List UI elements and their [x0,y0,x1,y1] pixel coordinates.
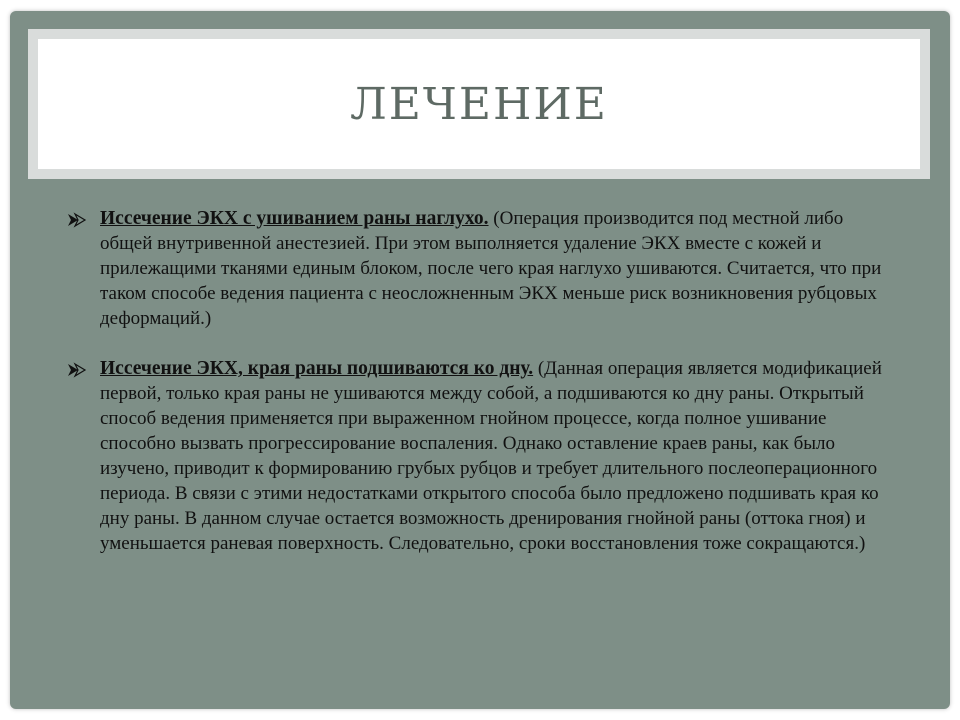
arrow-bullet-icon [66,212,88,228]
title-frame [28,29,930,179]
bullet-body-text: (Операция производится под местной либо общей внутривенной анестезией. При этом выполняется удаление ЭКХ вместе с кожей и прилежащими тканями единым блоком, после чего края наглухо ушиваются. Считается, что при таком способе ведения пациента с неосложненным ЭКХ меньше риск возникновения рубцовых деформаций.) [100,208,882,329]
bullet-body-text: (Данная операция является модификацией первой, только края раны не ушиваются между собой, а подшиваются ко дну раны. Открытый способ ведения применяется при выраженном гнойном процессе, когда полное ушивание способно вызвать прогрессирование воспаления. Однако оставление краев раны, как было изучено, приводит к формированию грубых рубцов и требует длительного послеоперационного периода. В связи с этими недостатками открытого способа было предложено подшивать края ко дну раны. В данном случае остается возможность дренирования гнойной раны (оттока гноя) и уменьшается раневая поверхность. Следовательно, сроки восстановления тоже сокращаются.) [100,358,882,554]
slide [10,11,950,709]
bullet-lead-text: Иссечение ЭКХ, края раны подшиваются ко дну. [100,358,534,379]
bullet-item-1 [66,206,896,331]
arrow-bullet-icon [66,362,88,378]
bullet-list [66,206,896,581]
title-panel [38,39,920,169]
bullet-item-2 [66,356,896,556]
bullet-lead-text: Иссечение ЭКХ с ушиванием раны наглухо. [100,208,489,229]
slide-title: ЛЕЧЕНИЕ [350,78,608,130]
